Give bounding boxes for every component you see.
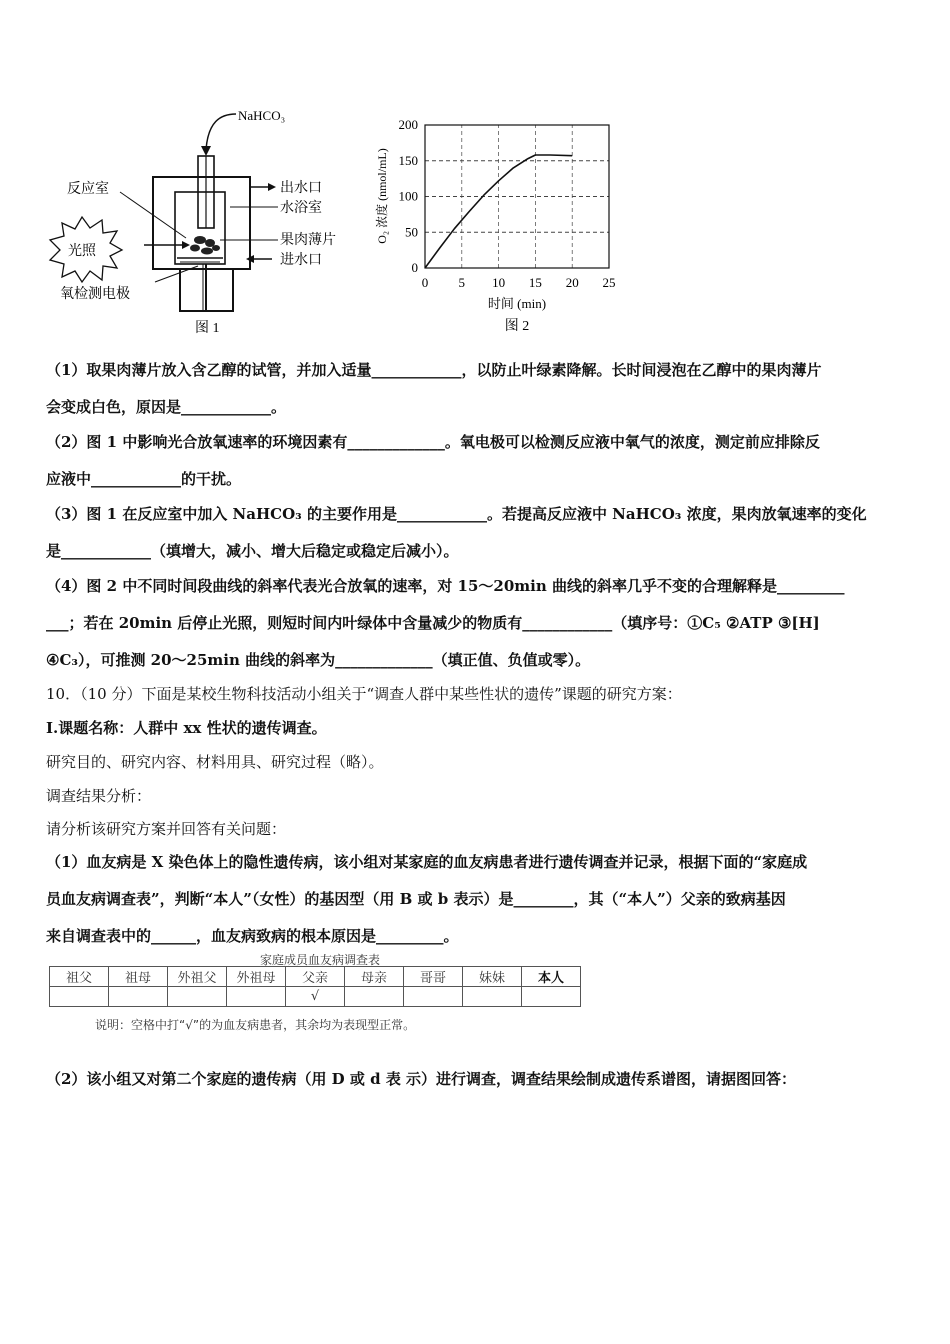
outlet-label: 出水口: [280, 181, 322, 196]
table-header-cell: 祖母: [109, 967, 168, 987]
figure-1-caption: 图 1: [195, 321, 220, 336]
q10-p1-line-1: （1）血友病是 X 染色体上的隐性遗传病，该小组对某家庭的血友病患者进行遗传调查并记录，根据下面的“家庭成: [46, 853, 808, 871]
table-value-cell: [227, 987, 286, 1007]
table-header-cell: 哥哥: [404, 967, 463, 987]
q10-p1-line-3: 来自调查表中的______，血友病致病的根本原因是_________。: [46, 927, 459, 945]
nahco3-label: NaHCO₃: [238, 108, 286, 123]
pulp-slices: [190, 236, 220, 255]
q2-line-2: 应液中____________的干扰。: [46, 470, 242, 488]
chart-y-tick-label: 100: [398, 188, 418, 204]
chart-y-tick-label: 200: [398, 117, 418, 132]
chart-x-tick-label: 25: [602, 275, 616, 290]
q10-instruction: 请分析该研究方案并回答有关问题：: [46, 820, 287, 838]
table-header-cell: 外祖父: [168, 967, 227, 987]
q1-line-2: 会变成白色，原因是____________。: [46, 398, 287, 416]
figure-1-apparatus: [40, 100, 370, 345]
table-value-cell: [463, 987, 522, 1007]
table-value-row: [50, 987, 581, 1007]
light-label: 光照: [68, 244, 96, 259]
q10-intro: 10．（10 分）下面是某校生物科技活动小组关于“调查人群中某些性状的遗传”课题的研究方案：: [46, 685, 682, 703]
chart-y-tick-label: 50: [405, 224, 418, 240]
nahco3-arrow: [206, 114, 236, 150]
table-value-cell: [109, 987, 168, 1007]
table-header-cell: 本人: [522, 967, 581, 987]
q1-line-1: （1）取果肉薄片放入含乙醇的试管，并加入适量____________，以防止叶绿素降解。长时间浸泡在乙醇中的果肉薄片: [46, 361, 822, 379]
table-value-cell: [404, 987, 463, 1007]
q10-purpose: 研究目的、研究内容、材料用具、研究过程（略）。: [46, 753, 384, 771]
chart-x-tick-label: 5: [458, 275, 466, 290]
table-header-cell: 母亲: [345, 967, 404, 987]
chart-x-label: 时间 (min): [487, 296, 547, 311]
chart-x-tick-label: 15: [528, 275, 542, 290]
table-header-cell: 父亲: [286, 967, 345, 987]
q4-line-1: （4）图 2 中不同时间段曲线的斜率代表光合放氧的速率，对 15～20min 曲线的斜率几乎不变的合理解释是_________: [46, 577, 845, 595]
q4-line-2: ___；若在 20min 后停止光照，则短时间内叶绿体中含量减少的物质有____________（填序号：①C₅ ②ATP ③[H]: [46, 614, 820, 632]
q10-p1-line-2: 员血友病调查表”，判断“本人”（女性）的基因型（用 B 或 b 表示）是________，其（“本人”）父亲的致病基因: [46, 890, 786, 908]
q10-analysis: 调查结果分析：: [46, 787, 152, 805]
q10-title: I.课题名称：人群中 xx 性状的遗传调查。: [46, 719, 327, 737]
chart-y-label: O₂ 浓度 (nmol/mL): [375, 148, 389, 244]
figure-2-chart: [370, 108, 670, 340]
table-value-cell: [50, 987, 109, 1007]
q4-line-3: ④C₃），可推测 20～25min 曲线的斜率为_____________（填正值、负值或零）。: [46, 651, 591, 669]
chart-x-tick-label: 0: [421, 275, 429, 290]
q3-line-1: （3）图 1 在反应室中加入 NaHCO₃ 的主要作用是____________。若提高反应液中 NaHCO₃ 浓度，果肉放氧速率的变化: [46, 505, 867, 523]
figure-2-caption: 图 2: [504, 319, 530, 334]
water-bath-outer: [153, 177, 250, 269]
chart-y-tick-label: 0: [411, 260, 418, 275]
chart-y-tick-label: 150: [398, 152, 418, 168]
q2-line-1: （2）图 1 中影响光合放氧速率的环境因素有_____________。氧电极可以检测反应液中氧气的浓度，测定前应排除反: [46, 433, 820, 451]
oxygen-electrode-label: 氧检测电极: [60, 287, 130, 302]
table-header-cell: 妹妹: [463, 967, 522, 987]
table-value-cell: [522, 987, 581, 1007]
chart-x-tick-label: 10: [492, 275, 506, 290]
table-value-cell: √: [286, 987, 345, 1007]
q10-p2: （2）该小组又对第二个家庭的遗传病（用 D 或 d 表 示）进行调查，调查结果绘制成遗传系谱图，请据图回答：: [46, 1070, 797, 1088]
table-value-cell: [168, 987, 227, 1007]
water-bath-label: 水浴室: [280, 201, 322, 216]
table-note: 说明：空格中打“√”的为血友病患者，其余均为表现型正常。: [95, 1018, 416, 1032]
reaction-chamber-label: 反应室: [67, 182, 109, 197]
table-title: 家庭成员血友病调查表: [260, 953, 381, 967]
family-survey-table: [49, 966, 581, 1007]
inlet-label: 进水口: [280, 253, 322, 268]
pulp-slice-label: 果肉薄片: [280, 233, 336, 248]
chart-x-tick-label: 20: [565, 275, 579, 290]
q3-line-2: 是____________（填增大，减小、增大后稳定或稳定后减小）。: [46, 542, 459, 560]
table-header-row: [50, 967, 581, 987]
table-header-cell: 祖父: [50, 967, 109, 987]
table-value-cell: [345, 987, 404, 1007]
table-header-cell: 外祖母: [227, 967, 286, 987]
